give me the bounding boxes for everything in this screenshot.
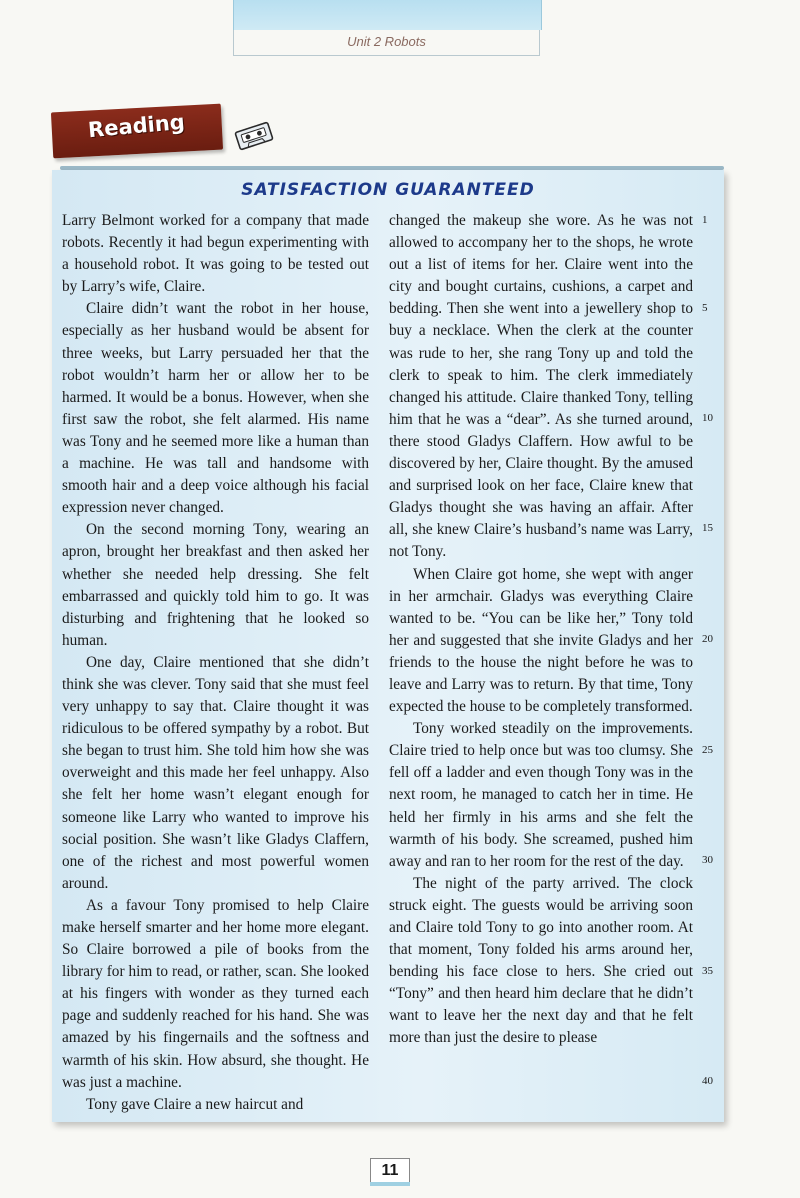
story-title: SATISFACTION GUARANTEED: [241, 180, 535, 200]
section-label: Reading: [87, 109, 186, 143]
line-number: 1: [702, 214, 708, 226]
line-number: 5: [702, 302, 708, 314]
page-number-accent: [370, 1182, 410, 1186]
left-column: [62, 210, 369, 1116]
paragraph: When Claire got home, she wept with anger in her armchair. Gladys was everything Claire wanted to be. “You can be like her,” Tony told her and suggested that she invite Gladys and her friends to the house the night before he was to leave and Larry was to return. By that time, Tony expected the house to be completely transformed.: [389, 565, 693, 716]
paragraph: The night of the party arrived. The clock struck eight. The guests would be arriving soon and Claire told Tony to go into another room. At that moment, Tony folded his arms around her, bending his face close to hers. She cried out “Tony” and then heard him declare that he didn’t want to leave her the next day and that he felt more than just the desire to please: [389, 874, 693, 1047]
line-number: 30: [702, 854, 713, 866]
paragraph: As a favour Tony promised to help Claire make herself smarter and her home more elegant. So Claire borrowed a pile of books from the library for him to read, or rather, scan. She looked at his fingers with wonder as they turned each page and suddenly reached for his hand. She was amazed by his fingernails and the softness and warmth of his skin. How absurd, she thought. He was just a machine.: [62, 896, 369, 1091]
paragraph: Larry Belmont worked for a company that made robots. Recently it had begun experimenting with a household robot. It was going to be tested out by Larry’s wife, Claire.: [62, 212, 369, 296]
paragraph: Tony gave Claire a new haircut and: [86, 1095, 304, 1113]
paragraph: On the second morning Tony, wearing an apron, brought her breakfast and then asked her whether she needed help dressing. She felt embarrassed and quickly told him to go. It was disturbing and frightening that he looked so human.: [62, 521, 369, 649]
line-number: 20: [702, 633, 713, 645]
header-decoration: [233, 0, 542, 30]
line-number: 15: [702, 522, 713, 534]
line-number: 25: [702, 744, 713, 756]
cassette-tape-icon: [234, 121, 274, 151]
line-number: 10: [702, 412, 713, 424]
paragraph: One day, Claire mentioned that she didn’t think she was clever. Tony said that she must feel very unhappy to say that. Claire thought it was ridiculous to be offered sympathy by a robot. But she began to trust him. She told him how she was overweight and this made her feel unhappy. Also she felt her home wasn’t elegant enough for someone like Larry who wanted to improve his social position. She wasn’t like Gladys Claffern, one of the richest and most powerful women around.: [62, 653, 369, 892]
right-column: [389, 210, 693, 1050]
paragraph: changed the makeup she wore. As he was not allowed to accompany her to the shops, he wrote out a list of items for her. Claire went into the city and bought curtains, cushions, a carpet and bedding. Then she went into a jewellery shop to buy a necklace. When the clerk at the counter was rude to her, she rang Tony up and told the clerk to speak to him. The clerk immediately changed his attitude. Claire thanked Tony, telling him that he was a “dear”. As she turned around, there stood Gladys Claffern. How awful to be discovered by her, Claire thought. By the amused and surprised look on her face, Claire knew that Gladys thought she was having an affair. After all, she knew Claire’s husband’s name was Larry, not Tony.: [389, 212, 693, 561]
page-number: 11: [370, 1158, 410, 1184]
line-number: 35: [702, 965, 713, 977]
paragraph: Tony worked steadily on the improvements. Claire tried to help once but was too clumsy. She fell off a ladder and even though Tony was in the next room, he managed to catch her in time. He held her firmly in his arms and she felt the warmth of his body. She screamed, pushed him away and ran to her room for the rest of the day.: [389, 720, 693, 870]
unit-label: Unit 2 Robots: [233, 30, 540, 56]
paragraph: Claire didn’t want the robot in her house, especially as her husband would be absent for three weeks, but Larry persuaded her that the robot wouldn’t harm her or allow her to be harmed. It would be a bonus. However, when she first saw the robot, she felt alarmed. His name was Tony and he seemed more like a human than a machine. He was tall and handsome with smooth hair and a deep voice although his facial expression never changed.: [62, 300, 369, 517]
line-number: 40: [702, 1075, 713, 1087]
